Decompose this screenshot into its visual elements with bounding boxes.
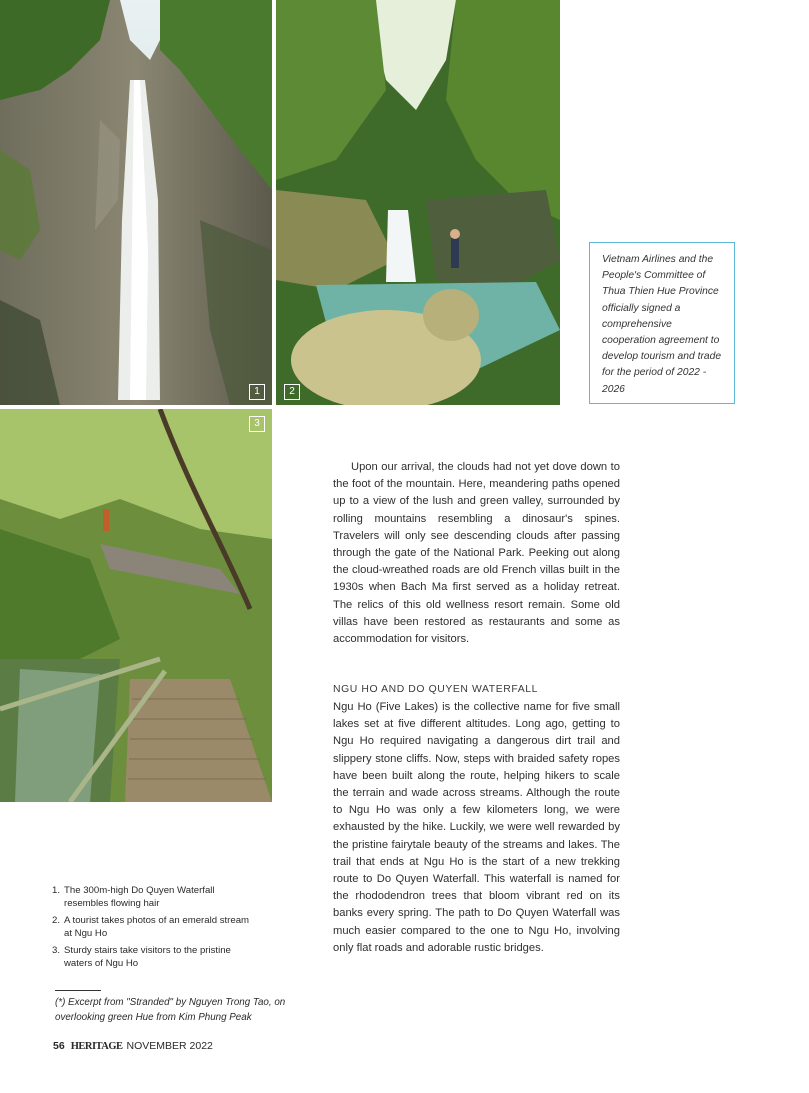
caption-item [52,914,252,940]
footnote: (*) Excerpt from "Stranded" by Nguyen Trong Tao, on overlooking green Hue from Kim Phung Peak [55,997,286,1023]
pull-quote: Vietnam Airlines and the People's Committee of Thua Thien Hue Province officially signed a comprehensive cooperation agreement to develop tourism and trade for the period of 2022 - 2026 [589,242,735,404]
paragraph-ngu-ho: Ngu Ho (Five Lakes) is the collective name for five small lakes set at five different altitudes. Long ago, getting to Ngu Ho required navigating a dangerous dirt trail and slippery stone cliffs. Now, steps with braided safety ropes have been built along the route, helping hikers to scale the terrain and wade across streams. Although the route to Ngu Ho was only a few kilometers long, we were exhausted by the hike. Luckily, we were well rewarded by the pristine fairytale beauty of the streams and lakes. The trail that ends at Ngu Ho is the start of a new trekking route to Do Quyen Waterfall. This waterfall is named for the rhododendron trees that bloom vibrant red on its banks every spring. The path to Do Quyen Waterfall was much easier compared to the one to Ngu Ho, involving only flat roads and adorable rustic bridges. [333,701,620,954]
body-paragraph-2 [333,699,620,957]
page-footer [53,1040,213,1052]
caption-index: 1. [52,885,61,896]
page-number: 56 [53,1040,65,1052]
caption-item [52,884,252,910]
photo-captions [52,884,252,974]
caption-index: 2. [52,914,61,926]
body-paragraph-1 [333,459,620,648]
stairs-illustration [0,409,272,802]
photo-stairs [0,409,272,802]
caption-text: A tourist takes photos of an emerald stream at Ngu Ho [64,914,250,940]
photo-number-3: 3 [249,416,265,432]
footnote-divider [55,990,101,991]
magazine-logo: HERITAGE [70,1041,123,1052]
waterfall-illustration [0,0,272,405]
caption-item [52,944,252,970]
paragraph-arrival: Upon our arrival, the clouds had not yet dove down to the foot of the mountain. Here, meandering paths opened up to a view of the lush and green valley, surrounded by rolling mountains resembling a dinosaur's spines. Travelers will only see descending clouds after passing through the gate of the National Park. Peeking out along the cloud-wreathed roads are old French villas built in the 1930s when Bach Ma first served as a holiday retreat. The relics of this old wellness resort remain. Some old villas have been restored as restaurants and some as accommodation for visitors. [333,461,620,646]
caption-text: Sturdy stairs take visitors to the pristine waters of Ngu Ho [64,944,231,970]
caption-text: The 300m-high Do Quyen Waterfall resembles flowing hair [64,885,215,910]
caption-index: 3. [52,944,61,956]
stream-illustration [276,0,560,405]
photo-number-1: 1 [249,384,265,400]
section-heading: NGU HO AND DO QUYEN WATERFALL [333,684,539,695]
photo-waterfall [0,0,272,405]
photo-number-2: 2 [284,384,300,400]
photo-stream [276,0,560,405]
issue-date: NOVEMBER 2022 [126,1040,213,1052]
